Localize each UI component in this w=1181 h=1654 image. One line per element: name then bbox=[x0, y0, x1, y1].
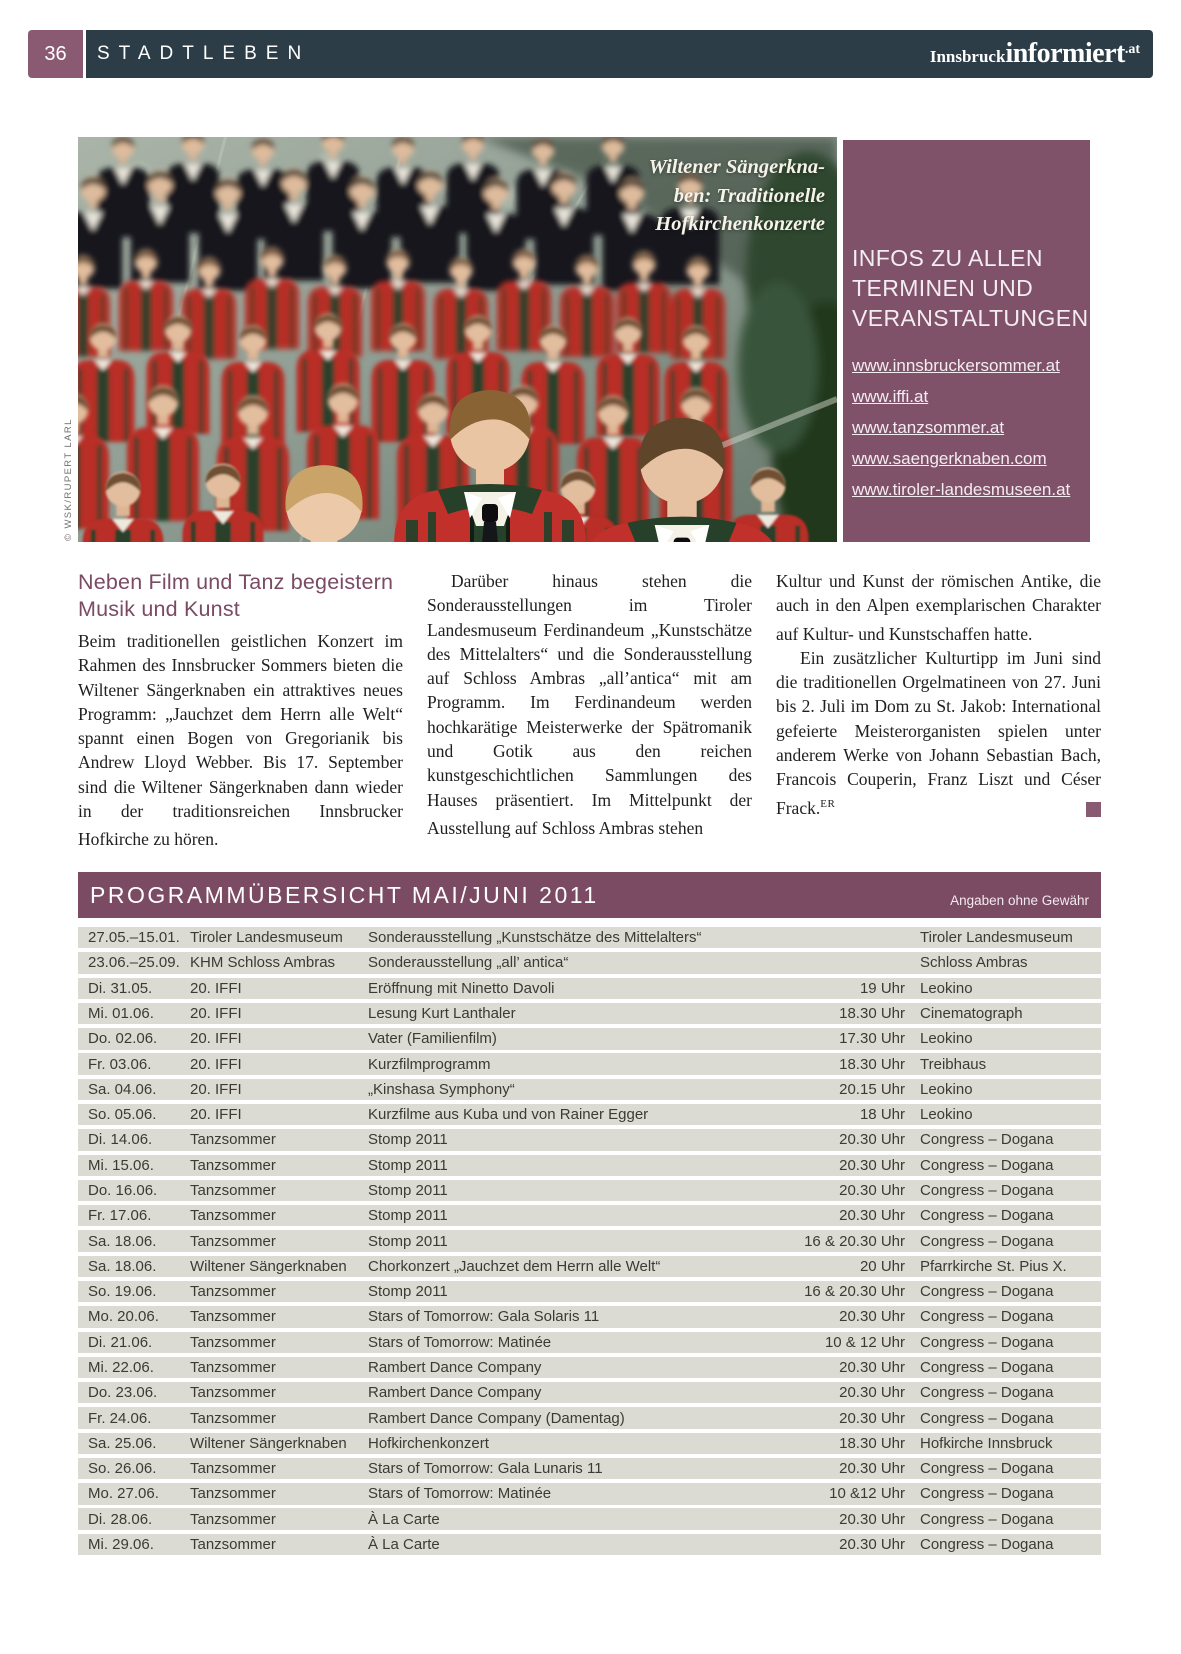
program-date: Mo. 20.06. bbox=[88, 1308, 159, 1326]
program-date: Do. 23.06. bbox=[88, 1384, 158, 1402]
article-heading: Neben Film und Tanz begeistern Musik und Kunst bbox=[78, 570, 394, 621]
program-organizer: 20. IFFI bbox=[190, 1080, 242, 1098]
program-row bbox=[78, 1306, 1101, 1327]
program-disclaimer: Angaben ohne Gewähr bbox=[950, 893, 1089, 908]
program-organizer: Tanzsommer bbox=[190, 1535, 276, 1553]
program-venue: Congress – Dogana bbox=[920, 1409, 1054, 1427]
program-organizer: Wiltener Sängerknaben bbox=[190, 1257, 347, 1275]
program-venue: Congress – Dogana bbox=[920, 1207, 1054, 1225]
program-date: Sa. 04.06. bbox=[88, 1080, 157, 1098]
program-date: 27.05.–15.01. bbox=[88, 929, 180, 947]
program-event: Kurzfilme aus Kuba und von Rainer Egger bbox=[368, 1106, 649, 1124]
program-organizer: 20. IFFI bbox=[190, 1005, 242, 1023]
article-paragraph bbox=[776, 569, 1101, 646]
program-venue: Congress – Dogana bbox=[920, 1384, 1054, 1402]
program-venue: Cinematograph bbox=[920, 1005, 1023, 1023]
program-time: 20.30 Uhr bbox=[839, 1182, 905, 1199]
program-date: Fr. 24.06. bbox=[88, 1409, 152, 1427]
program-date: Do. 16.06. bbox=[88, 1182, 158, 1199]
program-time: 20.30 Uhr bbox=[839, 1460, 905, 1478]
program-row bbox=[78, 952, 1101, 973]
program-event: Vater (Familienfilm) bbox=[368, 1030, 497, 1048]
program-row bbox=[78, 1483, 1101, 1504]
program-organizer: Tanzsommer bbox=[190, 1333, 276, 1351]
author-initials: ER bbox=[820, 797, 836, 810]
program-organizer: Tanzsommer bbox=[190, 1131, 276, 1149]
program-organizer: Tanzsommer bbox=[190, 1409, 276, 1427]
program-event: Stars of Tomorrow: Matinée bbox=[368, 1485, 552, 1503]
program-event: Kurzfilmprogramm bbox=[368, 1055, 491, 1073]
program-time: 20.30 Uhr bbox=[839, 1207, 905, 1225]
program-title: PROGRAMMÜBERSICHT MAI/JUNI 2011 bbox=[90, 881, 599, 908]
program-row bbox=[78, 1028, 1101, 1049]
photo-caption-line: ben: Traditionelle bbox=[673, 184, 825, 207]
info-box-title-line: VERANSTALTUNGEN bbox=[852, 305, 1089, 331]
program-organizer: 20. IFFI bbox=[190, 1030, 242, 1048]
program-event: Rambert Dance Company (Damentag) bbox=[368, 1409, 625, 1427]
program-time: 20.15 Uhr bbox=[839, 1080, 905, 1098]
program-organizer: Tanzsommer bbox=[190, 1384, 276, 1402]
article-column-3 bbox=[776, 569, 1101, 820]
program-event: Eröffnung mit Ninetto Davoli bbox=[368, 979, 555, 997]
info-box-links bbox=[852, 350, 1082, 505]
program-venue: Congress – Dogana bbox=[920, 1333, 1054, 1351]
program-row bbox=[78, 1382, 1101, 1403]
info-link[interactable]: www.tanzsommer.at bbox=[852, 418, 1005, 437]
program-row bbox=[78, 1230, 1101, 1251]
program-event: Chorkonzert „Jauchzet dem Herrn alle Welt“ bbox=[368, 1257, 661, 1275]
program-organizer: 20. IFFI bbox=[190, 1106, 242, 1124]
program-event: Stars of Tomorrow: Gala Solaris 11 bbox=[368, 1308, 600, 1326]
article-paragraph bbox=[427, 569, 752, 840]
info-box-title bbox=[852, 243, 1089, 333]
info-link[interactable]: www.innsbruckersommer.at bbox=[852, 356, 1060, 375]
program-row bbox=[78, 1508, 1101, 1529]
program-venue: Leokino bbox=[920, 1030, 973, 1048]
program-organizer: Tanzsommer bbox=[190, 1460, 276, 1478]
photo-caption-line: Hofkirchenkonzerte bbox=[655, 213, 825, 235]
program-time: 17.30 Uhr bbox=[839, 1030, 905, 1048]
program-table bbox=[78, 927, 1101, 1559]
program-organizer: Tiroler Landesmuseum bbox=[190, 929, 343, 947]
program-venue: Hofkirche Innsbruck bbox=[920, 1434, 1053, 1452]
program-date: Sa. 18.06. bbox=[88, 1257, 157, 1275]
program-organizer: Tanzsommer bbox=[190, 1207, 276, 1225]
program-time: 10 &12 Uhr bbox=[829, 1485, 905, 1503]
program-venue: Congress – Dogana bbox=[920, 1358, 1054, 1376]
program-time: 16 & 20.30 Uhr bbox=[804, 1283, 905, 1301]
program-event: À La Carte bbox=[368, 1510, 440, 1528]
program-row bbox=[78, 1104, 1101, 1125]
page-number-badge bbox=[28, 30, 83, 78]
program-date: Do. 02.06. bbox=[88, 1030, 158, 1048]
program-time: 20.30 Uhr bbox=[839, 1510, 905, 1528]
section-title: STADTLEBEN bbox=[97, 43, 311, 64]
program-venue: Leokino bbox=[920, 1106, 973, 1124]
program-time: 20.30 Uhr bbox=[839, 1409, 905, 1427]
program-event: Rambert Dance Company bbox=[368, 1384, 542, 1402]
program-organizer: Tanzsommer bbox=[190, 1358, 276, 1376]
program-venue: Congress – Dogana bbox=[920, 1460, 1054, 1478]
program-row bbox=[78, 1433, 1101, 1454]
program-row bbox=[78, 1079, 1101, 1100]
program-date: 23.06.–25.09. bbox=[88, 954, 180, 972]
brand-name: informiert bbox=[1005, 38, 1125, 69]
program-venue: Leokino bbox=[920, 1080, 973, 1098]
program-event: Stomp 2011 bbox=[368, 1131, 448, 1149]
program-row bbox=[78, 1281, 1101, 1302]
program-time: 20 Uhr bbox=[859, 1257, 905, 1275]
brand-prefix: Innsbruck bbox=[929, 47, 1006, 66]
program-date: Mi. 22.06. bbox=[88, 1358, 154, 1376]
program-venue: Congress – Dogana bbox=[920, 1308, 1054, 1326]
program-organizer: 20. IFFI bbox=[190, 979, 242, 997]
program-event: Rambert Dance Company bbox=[368, 1358, 542, 1376]
program-organizer: Tanzsommer bbox=[190, 1182, 276, 1199]
program-venue: Congress – Dogana bbox=[920, 1131, 1054, 1149]
end-of-article-mark bbox=[1086, 802, 1101, 817]
program-row bbox=[78, 1357, 1101, 1378]
info-box bbox=[843, 140, 1090, 542]
info-link[interactable]: www.saengerknaben.com bbox=[852, 449, 1047, 468]
program-time: 16 & 20.30 Uhr bbox=[804, 1232, 905, 1250]
program-event: Hofkirchenkonzert bbox=[368, 1434, 489, 1452]
program-organizer: KHM Schloss Ambras bbox=[190, 954, 336, 972]
program-row bbox=[78, 1458, 1101, 1479]
program-event: Stomp 2011 bbox=[368, 1156, 448, 1174]
program-event: Stomp 2011 bbox=[368, 1283, 448, 1301]
program-event: Stomp 2011 bbox=[368, 1182, 448, 1199]
program-date: Fr. 03.06. bbox=[88, 1055, 152, 1073]
program-event: Stars of Tomorrow: Gala Lunaris 11 bbox=[368, 1460, 603, 1478]
program-header-bar bbox=[78, 872, 1101, 918]
program-organizer: Tanzsommer bbox=[190, 1308, 276, 1326]
program-date: Di. 31.05. bbox=[88, 979, 153, 997]
program-organizer: Tanzsommer bbox=[190, 1156, 276, 1174]
brand-logo bbox=[930, 38, 1140, 70]
info-box-title-line: INFOS ZU ALLEN bbox=[852, 245, 1043, 271]
program-venue: Pfarrkirche St. Pius X. bbox=[920, 1257, 1067, 1275]
program-venue: Treibhaus bbox=[920, 1055, 987, 1073]
program-time: 20.30 Uhr bbox=[839, 1156, 905, 1174]
program-venue: Congress – Dogana bbox=[920, 1535, 1054, 1553]
program-event: Sonderausstellung „Kunstschätze des Mittelalters“ bbox=[368, 929, 702, 947]
program-venue: Congress – Dogana bbox=[920, 1232, 1054, 1250]
program-event: À La Carte bbox=[368, 1535, 440, 1553]
program-organizer: Tanzsommer bbox=[190, 1510, 276, 1528]
program-row bbox=[78, 1205, 1101, 1226]
paragraph-text: Ein zusätzlicher Kulturtipp im Juni sind die traditionellen Orgelmatineen von 27. Juni bis 2. Juli im Dom zu St. Jakob: International gefeierte Meisterorganisten spielen unter anderem Werke von Johann Sebastian Bach, Francois Couperin, Franz Liszt und Céser Frack. bbox=[776, 647, 1101, 818]
program-row bbox=[78, 978, 1101, 999]
section-header-bar bbox=[86, 30, 1153, 78]
program-venue: Congress – Dogana bbox=[920, 1182, 1054, 1199]
program-venue: Congress – Dogana bbox=[920, 1156, 1054, 1174]
program-row bbox=[78, 1155, 1101, 1176]
program-time: 20.30 Uhr bbox=[839, 1308, 905, 1326]
photo-caption bbox=[575, 153, 825, 239]
program-date: Mo. 27.06. bbox=[88, 1485, 159, 1503]
program-time: 20.30 Uhr bbox=[839, 1358, 905, 1376]
info-link[interactable]: www.tiroler-landesmuseen.at bbox=[852, 480, 1071, 499]
photo-credit: © WSK/RUPERT LARL bbox=[63, 418, 74, 541]
program-date: Sa. 18.06. bbox=[88, 1232, 157, 1250]
program-time: 20.30 Uhr bbox=[839, 1535, 905, 1553]
program-date: Di. 21.06. bbox=[88, 1333, 153, 1351]
brand-tld: .at bbox=[1124, 42, 1140, 57]
program-organizer: Tanzsommer bbox=[190, 1485, 276, 1503]
program-time: 20.30 Uhr bbox=[839, 1131, 905, 1149]
program-event: Lesung Kurt Lanthaler bbox=[368, 1005, 516, 1023]
program-organizer: 20. IFFI bbox=[190, 1055, 242, 1073]
program-venue: Schloss Ambras bbox=[920, 954, 1028, 972]
program-row bbox=[78, 1053, 1101, 1074]
photo-caption-line: Wiltener Sängerkna- bbox=[648, 156, 825, 178]
program-row bbox=[78, 1407, 1101, 1428]
program-time: 18 Uhr bbox=[859, 1106, 905, 1124]
program-row bbox=[78, 1003, 1101, 1024]
paragraph-text: Darüber hinaus stehen die Sonderausstellungen im Tiroler Landesmuseum Ferdinandeum „Kunstschätze des Mittelalters“ und die Sonderausstellung auf Schloss Ambras „all’antica“ mit am Programm. Im Ferdinandeum werden hochkarätige Meisterwerke der Spätromanik und Gotik aus den reichen kunstgeschichtlichen Sammlungen des Hauses präsentiert. Im Mittelpunkt der Ausstellung auf Schloss Ambras stehen bbox=[427, 571, 752, 838]
program-time: 19 Uhr bbox=[859, 979, 905, 997]
program-time: 18.30 Uhr bbox=[839, 1055, 905, 1073]
page-number: 36 bbox=[44, 42, 67, 65]
program-row bbox=[78, 927, 1101, 948]
program-event: Stomp 2011 bbox=[368, 1232, 448, 1250]
program-date: Di. 28.06. bbox=[88, 1510, 153, 1528]
program-date: Di. 14.06. bbox=[88, 1131, 153, 1149]
program-time: 18.30 Uhr bbox=[839, 1005, 905, 1023]
article-paragraph bbox=[776, 646, 1101, 820]
program-row bbox=[78, 1534, 1101, 1555]
program-event: Stars of Tomorrow: Matinée bbox=[368, 1333, 552, 1351]
program-time: 18.30 Uhr bbox=[839, 1434, 905, 1452]
article-column-2 bbox=[427, 569, 752, 840]
program-date: Sa. 25.06. bbox=[88, 1434, 157, 1452]
program-event: Stomp 2011 bbox=[368, 1207, 448, 1225]
program-date: So. 26.06. bbox=[88, 1460, 157, 1478]
program-row bbox=[78, 1129, 1101, 1150]
program-date: Mi. 01.06. bbox=[88, 1005, 154, 1023]
program-venue: Congress – Dogana bbox=[920, 1485, 1054, 1503]
info-link[interactable]: www.iffi.at bbox=[852, 387, 929, 406]
program-row bbox=[78, 1256, 1101, 1277]
program-organizer: Tanzsommer bbox=[190, 1283, 276, 1301]
article-paragraph bbox=[78, 629, 403, 852]
program-venue: Congress – Dogana bbox=[920, 1510, 1054, 1528]
program-organizer: Wiltener Sängerknaben bbox=[190, 1434, 347, 1452]
choir-photo bbox=[78, 137, 837, 542]
program-time: 20.30 Uhr bbox=[839, 1384, 905, 1402]
program-event: „Kinshasa Symphony“ bbox=[368, 1080, 515, 1098]
program-venue: Leokino bbox=[920, 979, 973, 997]
program-date: So. 05.06. bbox=[88, 1106, 157, 1124]
program-organizer: Tanzsommer bbox=[190, 1232, 276, 1250]
article-column-1 bbox=[78, 569, 403, 852]
program-event: Sonderausstellung „all’ antica“ bbox=[368, 954, 569, 972]
program-venue: Congress – Dogana bbox=[920, 1283, 1054, 1301]
info-box-title-line: TERMINEN UND bbox=[852, 275, 1034, 301]
program-date: Mi. 29.06. bbox=[88, 1535, 154, 1553]
program-venue: Tiroler Landesmuseum bbox=[920, 929, 1073, 947]
program-date: Fr. 17.06. bbox=[88, 1207, 152, 1225]
program-row bbox=[78, 1332, 1101, 1353]
paragraph-text: Kultur und Kunst der römischen Antike, die auch in den Alpen exemplarischen Charakter auf Kultur- und Kunstschaffen hatte. bbox=[776, 571, 1101, 644]
paragraph-text: Beim traditionellen geistlichen Konzert im Rahmen des Innsbrucker Sommers bieten die Wiltener Sängerknaben ein attraktives neues Programm: „Jauchzet dem Herrn alle Welt“ spannt einen Bogen von Gregorianik bis Andrew Lloyd Webber. Bis 17. September sind die Wiltener Sängerknaben dann wieder in der traditionsreichen Innsbrucker Hofkirche zu hören. bbox=[78, 631, 403, 850]
program-row bbox=[78, 1180, 1101, 1201]
program-date: So. 19.06. bbox=[88, 1283, 157, 1301]
program-date: Mi. 15.06. bbox=[88, 1156, 154, 1174]
program-time: 10 & 12 Uhr bbox=[824, 1333, 905, 1351]
